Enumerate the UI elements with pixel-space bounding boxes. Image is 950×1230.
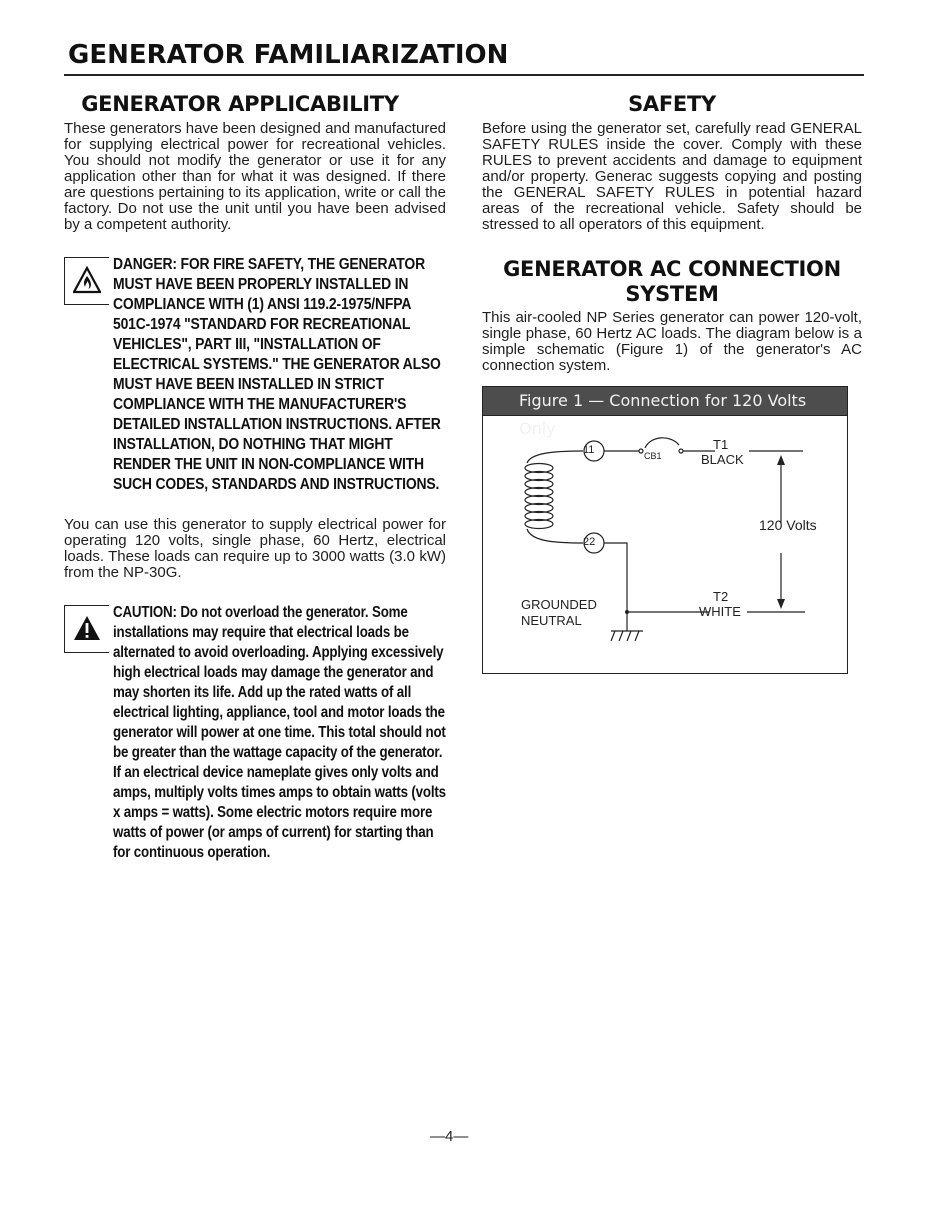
white-label: WHITE (699, 603, 741, 619)
breaker-arc (645, 437, 679, 447)
wire-11-label: 11 (583, 443, 595, 456)
arrow-down-head (777, 599, 785, 609)
neutral-junction (625, 610, 629, 614)
fire-warning-icon (73, 266, 101, 294)
danger-icon-box (64, 257, 109, 305)
safety-paragraph: Before using the generator set, carefully read GENERAL SAFETY RULES inside the cover. Comply with these RULES to prevent accidents and damage to equipment and/or property. Generac suggests copying and posting the GENERAL SAFETY RULES in potential hazard areas of the recreational vehicle. Safety should be stressed to all operators of this equipment. (482, 120, 862, 234)
stator-lead-bottom (527, 529, 583, 543)
page-number: —4— (430, 1128, 469, 1145)
ac-heading-line1: GENERATOR AC CONNECTION (503, 257, 841, 282)
t2-label: T2 (713, 588, 729, 604)
figure-title: Figure 1 — Connection for 120 Volts Only (483, 387, 847, 416)
caution-icon-box (64, 605, 109, 653)
right-column (482, 92, 862, 674)
voltage-label: 120 Volts (759, 516, 817, 533)
title-rule (64, 74, 864, 76)
danger-notice (64, 255, 446, 495)
applicability-heading: GENERATOR APPLICABILITY (81, 92, 399, 116)
schematic-diagram (483, 417, 847, 673)
breaker-contact-right (679, 449, 683, 453)
black-label: BLACK (701, 451, 744, 467)
grounded-label: GROUNDED (521, 596, 597, 612)
usage-paragraph: You can use this generator to supply electrical power for operating 120 volts, single phase, 60 Hertz, electrical loads. These loads can require up to 3000 watts (3.0 kW) from the NP-30G. (64, 516, 446, 582)
figure-1 (482, 386, 848, 674)
caution-warning-icon (73, 614, 101, 642)
t1-label: T1 (713, 436, 729, 452)
ac-connection-paragraph: This air-cooled NP Series generator can power 120-volt, single phase, 60 Hertz AC loads. The diagram below is a simple schematic (Figure 1) of the generator's AC connection system. (482, 308, 862, 374)
stator-lead-top (527, 451, 583, 463)
danger-text: DANGER: FOR FIRE SAFETY, THE GENERATOR MUST HAVE BEEN PROPERLY INSTALLED IN COMPLIANCE WITH (1) ANSI 119.2-1975/NFPA 501C-1974 "STANDARD FOR RECREATIONAL VEHICLES", PART III, "INSTALLATION OF ELECTRICAL SYSTEMS." THE GENERATOR ALSO MUST HAVE BEEN INSTALLED IN STRICT COMPLIANCE WITH THE MANUFACTURER'S DETAILED INSTALLATION INSTRUCTIONS. AFTER INSTALLATION, DO NOTHING THAT MIGHT RENDER THE UNIT IN NON-COMPLIANCE WITH SUCH CODES, STANDARDS AND INSTRUCTIONS. (113, 256, 441, 494)
neutral-label: NEUTRAL (521, 612, 582, 628)
ac-heading-line2: SYSTEM (625, 282, 719, 307)
stator-winding-icon (525, 463, 553, 528)
ac-connection-heading (482, 257, 862, 307)
caution-text: CAUTION: Do not overload the generator. Some installations may require that electrical loads be alternated to avoid overloading. Applying excessively high electrical loads may damage the generator and may shorten its life. Add up the rated watts of all electrical lighting, appliance, tool and motor loads the generator will power at one time. This total should not be greater than the wattage capacity of the generator. If an electrical device nameplate gives only volts and amps, multiply volts times amps to obtain watts (volts x amps = watts). Some electric motors require more watts of power (or amps of current) for starting than for continuous operation. (113, 604, 446, 862)
breaker-label: CB1 (644, 450, 662, 461)
caution-notice (64, 603, 446, 863)
breaker-contact-left (639, 449, 643, 453)
neutral-lead (604, 543, 627, 612)
page-title: GENERATOR FAMILIARIZATION (68, 40, 509, 70)
safety-heading: SAFETY (628, 92, 716, 116)
left-column (64, 92, 446, 863)
wire-22-label: 22 (583, 535, 596, 548)
arrow-up-head (777, 455, 785, 465)
applicability-paragraph: These generators have been designed and manufactured for supplying electrical power for recreational vehicles. You should not modify the generator or use it for any application other than for what it was designed. If there are questions pertaining to its application, write or call the factory. Do not use the unit until you have been advised by a competent authority. (64, 120, 446, 234)
